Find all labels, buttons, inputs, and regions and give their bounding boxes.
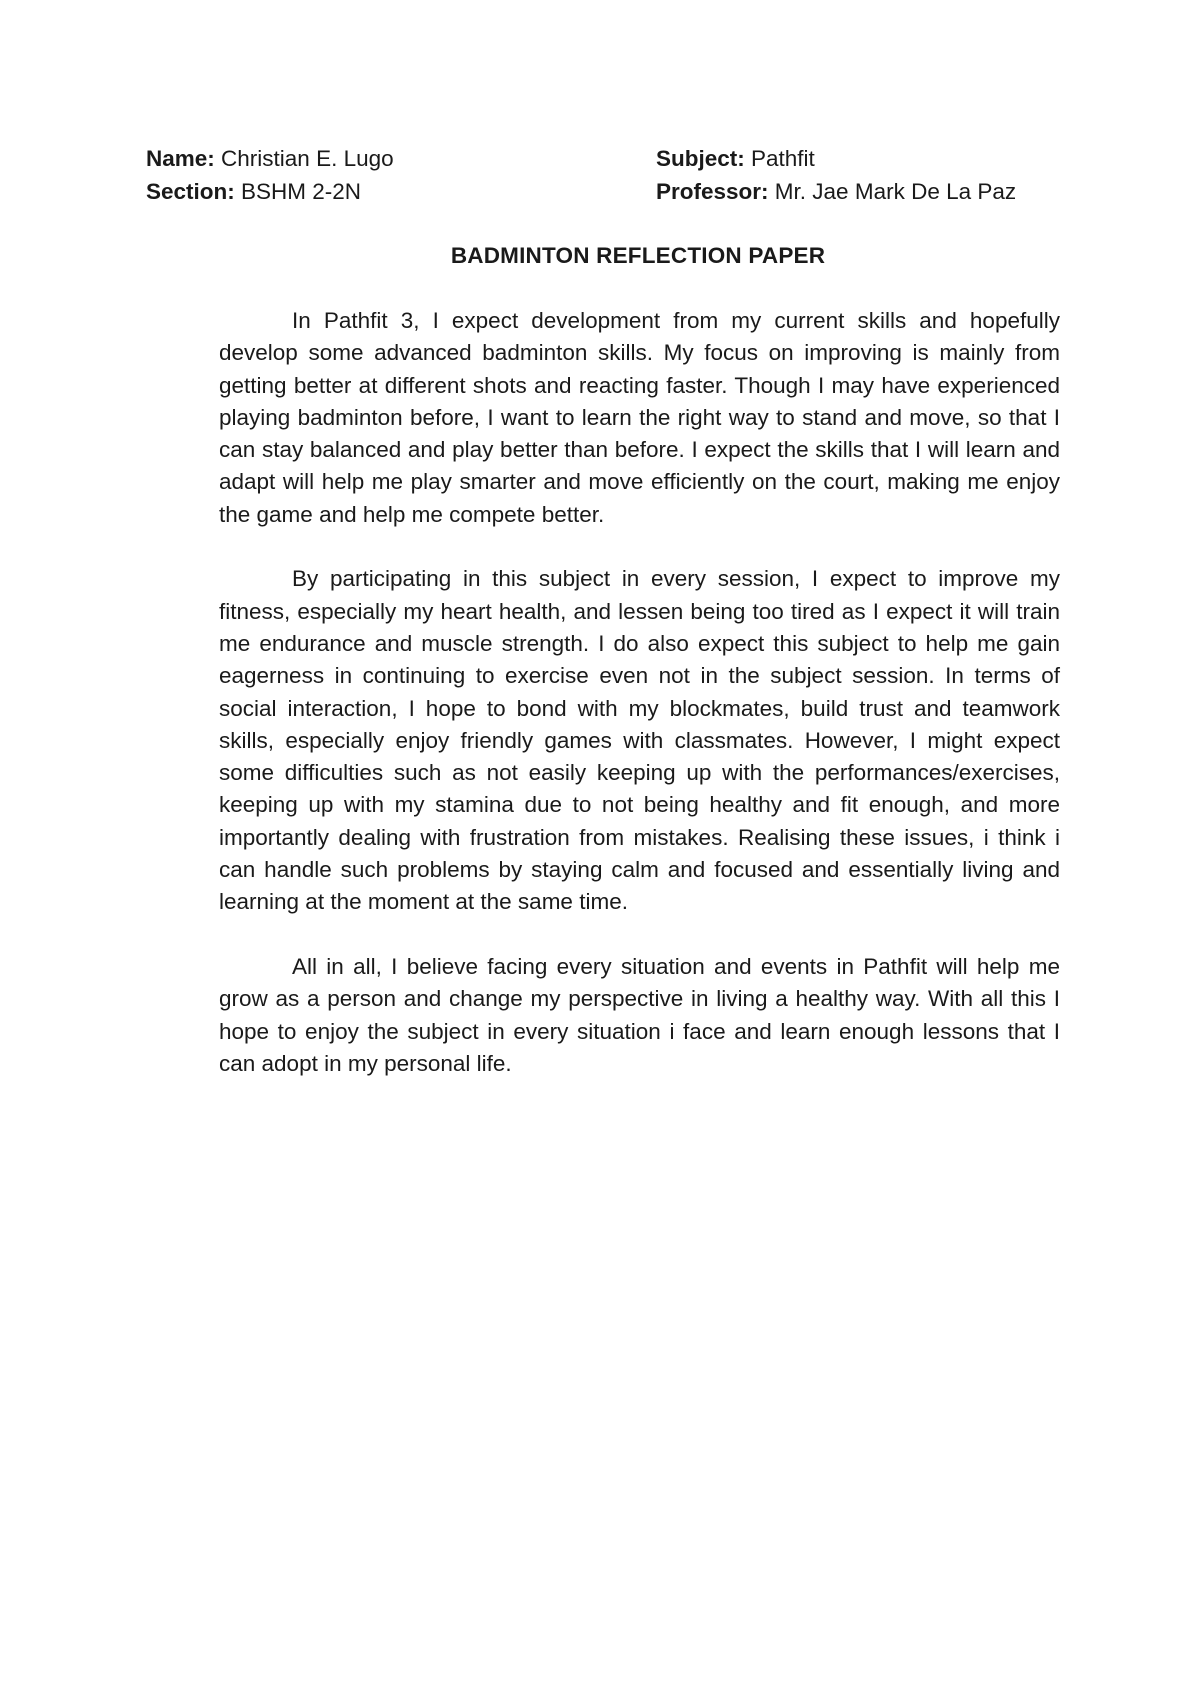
professor-label: Professor: [656,179,769,204]
document-header [146,142,1076,208]
paragraph-1: In Pathfit 3, I expect development from my current skills and hopefully develop some advanced badminton skills. My focus on improving is mainly from getting better at different shots and reacting faster. Though I may have experienced playing badminton before, I want to learn the right way to stand and move, so that I can stay balanced and play better than before. I expect the skills that I will learn and adapt will help me play smarter and move efficiently on the court, making me enjoy the game and help me compete better. [219,308,1060,527]
subject-label: Subject: [656,146,745,171]
document-title: BADMINTON REFLECTION PAPER [450,243,826,268]
paragraph-3: All in all, I believe facing every situation and events in Pathfit will help me grow as a person and change my perspective in living a healthy way. With all this I hope to enjoy the subject in every situation i face and learn enough lessons that I can adopt in my personal life. [219,953,1060,1076]
subject-value: Pathfit [744,146,815,171]
section-value: BSHM 2-2N [234,179,362,204]
section-field [146,175,656,208]
name-label: Name: [146,146,215,171]
professor-field [656,175,1076,208]
section-label: Section: [146,179,235,204]
paragraph-2: By participating in this subject in every session, I expect to improve my fitness, especially my heart health, and lessen being too tired as I expect it will train me endurance and muscle strength. I do also expect this subject to help me gain eagerness in continuing to exercise even not in the subject session. In terms of social interaction, I hope to bond with my blockmates, build trust and teamwork skills, especially enjoy friendly games with classmates. However, I might expect some difficulties such as not easily keeping up with the performances/exercises, keeping up with my stamina due to not being healthy and fit enough, and more importantly dealing with frustration from mistakes. Realising these issues, i think i can handle such problems by staying calm and focused and essentially living and learning at the moment at the same time. [219,566,1060,915]
header-row-1 [146,142,1076,175]
subject-field [656,142,1076,175]
name-field [146,142,656,175]
document-body [219,305,1060,1112]
header-row-2 [146,175,1076,208]
professor-value: Mr. Jae Mark De La Paz [768,179,1017,204]
name-value: Christian E. Lugo [214,146,394,171]
